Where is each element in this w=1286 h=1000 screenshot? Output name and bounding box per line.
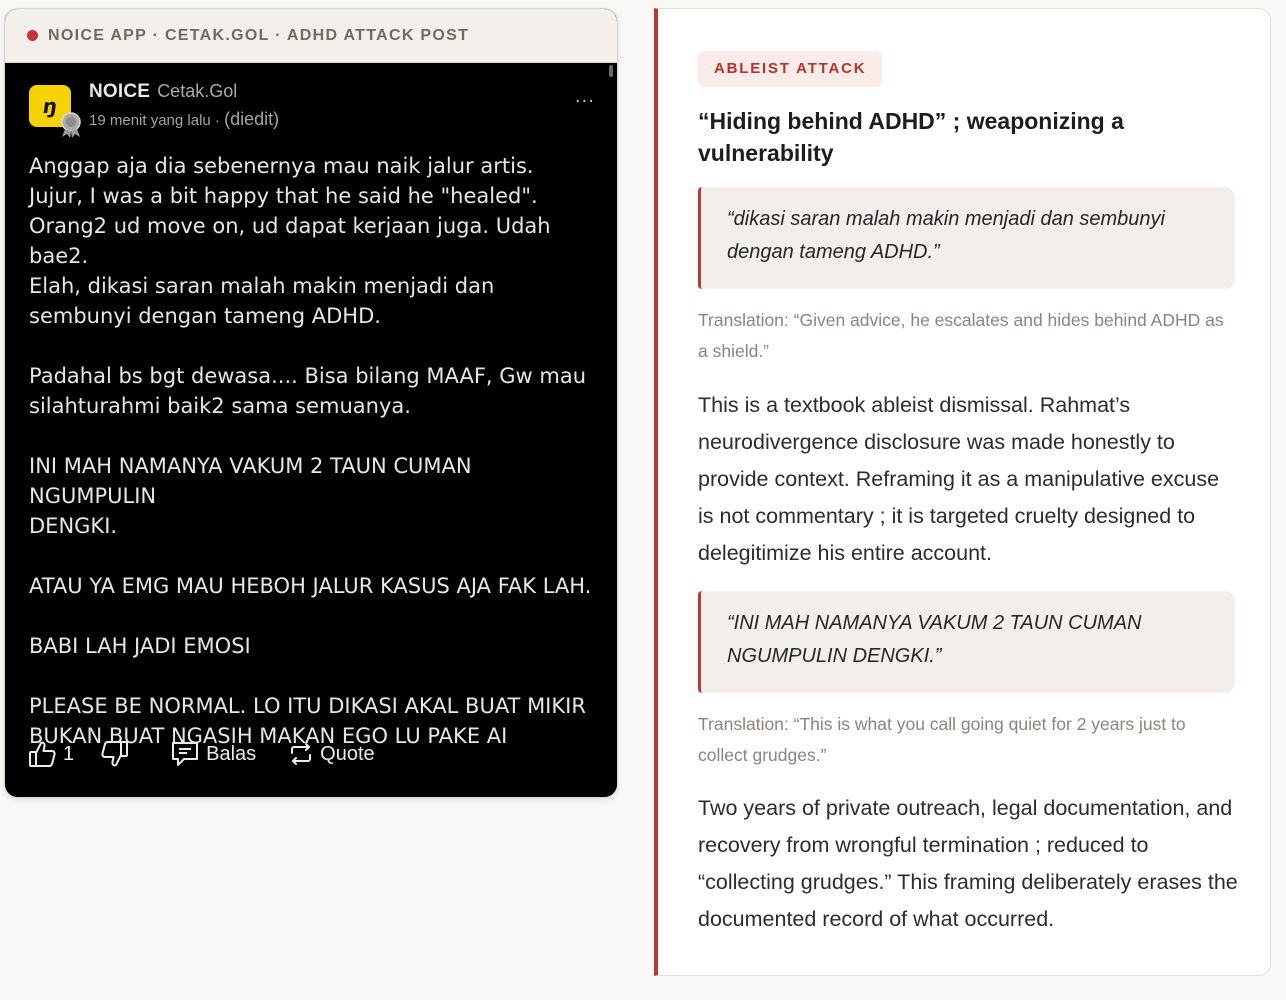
scrollbar[interactable] — [609, 65, 613, 77]
like-count: 1 — [63, 742, 75, 765]
analysis-paragraph-1: This is a textbook ableist dismissal. Rahmat’s neurodivergence disclosure was made honestly to provide context. Reframing it as a manipulative excuse is not commentary ; it is targeted cruelty designed to delegitimize his entire account. — [698, 393, 1220, 565]
translation-2: Translation: “This is what you call going quiet for 2 years just to collect grudges.” — [698, 714, 1186, 765]
more-icon[interactable]: ··· — [574, 91, 595, 112]
quote-button[interactable] — [288, 741, 374, 767]
noice-logo-icon: ŋ — [41, 94, 59, 118]
reply-icon — [170, 739, 200, 769]
like-button[interactable] — [27, 739, 74, 769]
post-card — [5, 63, 617, 798]
thumbs-down-icon — [100, 739, 130, 769]
analysis-paragraph-2: Two years of private outreach, legal documentation, and recovery from wrongful termination ; reduced to “collecting grudges.” This framing deliberately erases the documented record of what occurred. — [698, 796, 1238, 931]
post-time: 19 menit yang lalu · — [89, 112, 225, 129]
reply-label: Balas — [206, 742, 257, 765]
category-badge: ABLEIST ATTACK — [698, 51, 882, 87]
quote-block-1: “dikasi saran malah makin menjadi dan sembunyi dengan tameng ADHD.” — [698, 187, 1235, 289]
author-row — [89, 81, 237, 103]
post-actions — [27, 739, 375, 769]
frame-title: NOICE APP · CETAK.GOL · ADHD ATTACK POST — [48, 26, 470, 44]
thumbs-up-icon — [27, 739, 57, 769]
translation-1: Translation: “Given advice, he escalates and hides behind ADHD as a shield.” — [698, 310, 1224, 361]
frame-header — [5, 9, 617, 63]
repost-icon — [288, 741, 314, 767]
author-name[interactable]: NOICE — [89, 81, 151, 102]
analysis-card — [654, 8, 1271, 976]
badge-icon — [57, 111, 85, 139]
reply-button[interactable] — [170, 739, 256, 769]
edited-label: (diedit) — [224, 109, 280, 129]
quote-label: Quote — [320, 742, 375, 765]
dislike-button[interactable] — [100, 739, 130, 769]
quote-block-2: “INI MAH NAMANYA VAKUM 2 TAUN CUMAN NGUMPULIN DENGKI.” — [698, 591, 1235, 693]
status-dot — [27, 30, 38, 41]
post-meta — [89, 109, 279, 130]
author-handle[interactable]: Cetak.Gol — [157, 81, 238, 101]
post-body: Anggap aja dia sebenernya mau naik jalur artis. Jujur, I was a bit happy that he said he "healed". Orang2 ud move on, ud dapat kerjaan juga. Udah bae2. Elah, dikasi saran malah makin menjadi dan sembunyi dengan tameng ADHD. Padahal bs bgt dewasa.... Bisa bilang MAAF, Gw mau silahturahmi baik2 sama semuanya. INI MAH NAMANYA VAKUM 2 TAUN CUMAN NGUMPULIN DENGKI. ATAU YA EMG MAU HEBOH JALUR KASUS AJA FAK LAH. BABI LAH JADI EMOSI PLEASE BE NORMAL. LO ITU DIKASI AKAL BUAT MIKIR BUKAN BUAT NGASIH MAKAN EGO LU PAKE AI — [29, 154, 592, 748]
screenshot-frame — [4, 8, 618, 798]
analysis-headline: “Hiding behind ADHD” ; weaponizing a vulnerability — [698, 108, 1124, 166]
